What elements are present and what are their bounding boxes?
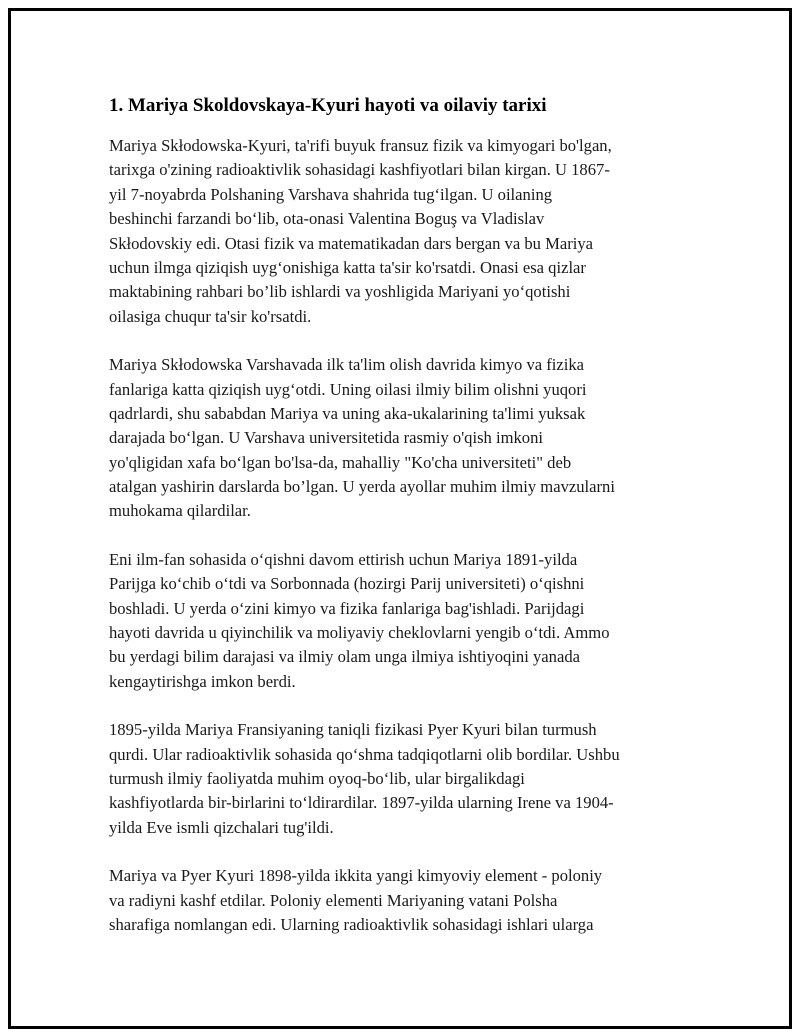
text-line: hayoti davrida u qiyinchilik va moliyaviy cheklovlarni yengib o‘tdi. Ammo [109,623,610,643]
text-line: maktabining rahbari bo’lib ishlardi va yoshligida Mariyani yo‘qotishi [109,282,571,302]
text-line: qurdi. Ular radioaktivlik sohasida qo‘shma tadqiqotlarni olib bordilar. Ushbu [109,744,620,764]
text-line: oilasiga chuqur ta'sir ko'rsatdi. [109,306,312,326]
text-line: fanlariga katta qiziqish uyg‘otdi. Uning oilasi ilmiy bilim olishni yuqori [109,379,587,399]
text-line: Skłodovskiy edi. Otasi fizik va matematikadan dars bergan va bu Mariya [109,233,594,253]
text-line: Mariya Skłodowska Varshavada ilk ta'lim olish davrida kimyo va fizika [109,355,585,375]
text-line: sharafiga nomlangan edi. Ularning radioaktivlik sohasidagi ishlari ularga [109,914,594,934]
document-body [109,88,679,961]
text-line: kengaytirishga imkon berdi. [109,671,296,691]
text-line: boshladi. U yerda o‘zini kimyo va fizika fanlariga bag'ishladi. Parijdagi [109,598,585,618]
text-line: uchun ilmga qiziqish uyg‘onishiga katta ta'sir ko'rsatdi. Onasi esa qizlar [109,257,586,277]
text-line: 1895-yilda Mariya Fransiyaning taniqli fizikasi Pyer Kyuri bilan turmush [109,720,597,740]
text-line: qadrlardi, shu sababdan Mariya va uning aka-ukalarining ta'limi yuksak [109,403,586,423]
paragraph-3 [109,548,679,694]
paragraph-1 [109,134,679,329]
text-line: darajada bo‘lgan. U Varshava universitetida rasmiy o'qish imkoni [109,428,544,448]
section-heading: 1. Mariya Skoldovskaya-Kyuri hayoti va oilaviy tarixi [109,95,547,116]
text-line: yo'qligidan xafa bo‘lgan bo'lsa-da, mahalliy "Ko'cha universiteti" deb [109,452,572,472]
text-line: beshinchi farzandi bo‘lib, ota-onasi Valentina Boguş va Vladislav [109,209,545,229]
text-line: atalgan yashirin darslarda bo’lgan. U yerda ayollar muhim ilmiy mavzularni [109,477,615,497]
text-line: yilda Eve ismli qizchalari tug'ildi. [109,817,334,837]
text-line: kashfiyotlarda bir-birlarini to‘ldirardilar. 1897-yilda ularning Irene va 1904- [109,793,614,813]
text-line: Eni ilm-fan sohasida o‘qishni davom ettirish uchun Mariya 1891-yilda [109,549,578,569]
text-line: va radiyni kashf etdilar. Poloniy elementi Mariyaning vatani Polsha [109,890,558,910]
text-line: Mariya va Pyer Kyuri 1898-yilda ikkita yangi kimyoviy element - poloniy [109,866,603,886]
text-line: yil 7-noyabrda Polshaning Varshava shahrida tug‘ilgan. U oilaning [109,184,553,204]
text-line: turmush ilmiy faoliyatda muhim oyoq-bo‘lib, ular birgalikdagi [109,768,525,788]
text-line: bu yerdagi bilim darajasi va ilmiy olam unga ilmiya ishtiyoqini yanada [109,647,580,667]
paragraph-2 [109,353,679,524]
text-line: Parijga ko‘chib o‘tdi va Sorbonnada (hozirgi Parij universiteti) o‘qishni [109,574,585,594]
text-line: Mariya Skłodowska-Kyuri, ta'rifi buyuk fransuz fizik va kimyogari bo'lgan, [109,136,612,155]
text-line: muhokama qilardilar. [109,501,251,521]
paragraph-4 [109,718,679,840]
text-line: tarixga o'zining radioaktivlik sohasidagi kashfiyotlari bilan kirgan. U 1867- [109,160,610,180]
paragraph-5 [109,864,679,937]
